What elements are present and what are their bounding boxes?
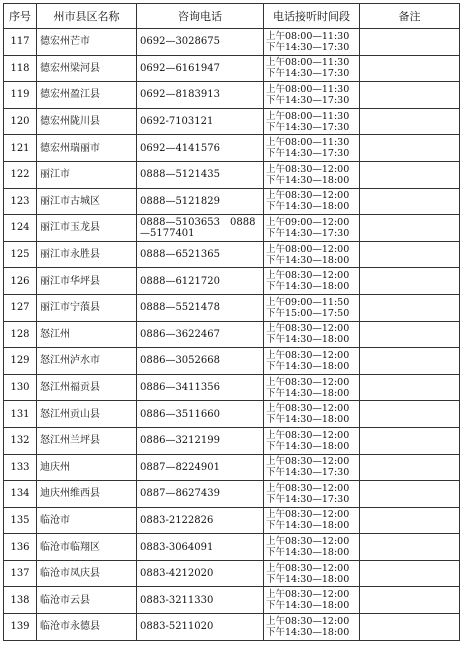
note-cell <box>360 534 460 561</box>
afternoon-hours: 下午14:30—18:00 <box>266 387 350 399</box>
area-name: 德宏州梁河县 <box>37 55 137 82</box>
phone-number: 0886—3622467 <box>137 321 264 348</box>
table-row <box>4 534 460 561</box>
table-row <box>4 587 460 614</box>
row-number: 124 <box>4 215 37 242</box>
afternoon-hours: 下午14:30—18:00 <box>266 626 350 638</box>
afternoon-hours: 下午14:30—17:30 <box>266 493 350 505</box>
area-name: 怒江州福贡县 <box>37 374 137 401</box>
table-row <box>4 348 460 375</box>
phone-number: 0887—8627439 <box>137 481 264 508</box>
afternoon-hours: 下午14:30—17:30 <box>266 94 350 106</box>
phone-number: 0883-5211020 <box>137 614 264 641</box>
note-cell <box>360 82 460 109</box>
table-row <box>4 188 460 215</box>
note-cell <box>360 29 460 56</box>
area-name: 丽江市玉龙县 <box>37 215 137 242</box>
afternoon-hours: 下午14:30—18:00 <box>266 600 350 612</box>
row-number: 136 <box>4 534 37 561</box>
phone-number: 0692—8183913 <box>137 82 264 109</box>
morning-hours: 上午08:30—12:00 <box>266 562 350 574</box>
row-number: 139 <box>4 614 37 641</box>
morning-hours: 上午08:30—12:00 <box>266 349 350 361</box>
hours-cell <box>264 241 360 268</box>
table-row <box>4 55 460 82</box>
row-number: 131 <box>4 401 37 428</box>
row-number: 126 <box>4 268 37 295</box>
phone-number: 0886—3212199 <box>137 427 264 454</box>
table-row <box>4 241 460 268</box>
table-row <box>4 135 460 162</box>
morning-hours: 上午08:30—12:00 <box>266 615 350 627</box>
phone-number: 0886—3411356 <box>137 374 264 401</box>
hours-cell <box>264 268 360 295</box>
row-number: 135 <box>4 507 37 534</box>
table-row <box>4 507 460 534</box>
hours-cell <box>264 614 360 641</box>
hours-cell <box>264 348 360 375</box>
phone-number: 0883-2122826 <box>137 507 264 534</box>
table-row <box>4 560 460 587</box>
area-name: 临沧市临翔区 <box>37 534 137 561</box>
afternoon-hours: 下午14:30—18:00 <box>266 440 350 452</box>
phone-number: 0888—5121829 <box>137 188 264 215</box>
note-cell <box>360 374 460 401</box>
area-name: 临沧市永德县 <box>37 614 137 641</box>
area-name: 德宏州盈江县 <box>37 82 137 109</box>
table-header <box>4 4 460 29</box>
hours-cell <box>264 161 360 188</box>
area-name: 德宏州瑞丽市 <box>37 135 137 162</box>
afternoon-hours: 下午14:30—17:30 <box>266 227 350 239</box>
morning-hours: 上午09:00—11:50 <box>266 296 350 308</box>
row-number: 132 <box>4 427 37 454</box>
hours-cell <box>264 427 360 454</box>
area-name: 丽江市 <box>37 161 137 188</box>
header-note: 备注 <box>360 4 460 29</box>
afternoon-hours: 下午14:30—18:00 <box>266 174 350 186</box>
hours-cell <box>264 215 360 242</box>
afternoon-hours: 下午14:30—18:00 <box>266 573 350 585</box>
row-number: 122 <box>4 161 37 188</box>
phone-number: 0883-3211330 <box>137 587 264 614</box>
table-row <box>4 294 460 321</box>
hotline-table <box>3 3 460 641</box>
area-name: 临沧市 <box>37 507 137 534</box>
note-cell <box>360 241 460 268</box>
row-number: 117 <box>4 29 37 56</box>
row-number: 121 <box>4 135 37 162</box>
table-row <box>4 321 460 348</box>
morning-hours: 上午08:30—12:00 <box>266 190 350 202</box>
afternoon-hours: 下午14:30—18:00 <box>266 254 350 266</box>
phone-number: 0692—3028675 <box>137 29 264 56</box>
area-name: 怒江州贡山县 <box>37 401 137 428</box>
note-cell <box>360 454 460 481</box>
row-number: 119 <box>4 82 37 109</box>
hours-cell <box>264 55 360 82</box>
table-row <box>4 427 460 454</box>
header-no: 序号 <box>4 4 37 29</box>
table-row <box>4 82 460 109</box>
afternoon-hours: 下午14:30—18:00 <box>266 201 350 213</box>
note-cell <box>360 188 460 215</box>
afternoon-hours: 下午14:30—17:30 <box>266 467 350 479</box>
table-row <box>4 454 460 481</box>
phone-number: 0886—3052668 <box>137 348 264 375</box>
table-row <box>4 374 460 401</box>
phone-number: 0883-3064091 <box>137 534 264 561</box>
phone-number: 0888—5521478 <box>137 294 264 321</box>
afternoon-hours: 下午14:30—18:00 <box>266 520 350 532</box>
note-cell <box>360 135 460 162</box>
hours-cell <box>264 135 360 162</box>
morning-hours: 上午08:30—12:00 <box>266 270 350 282</box>
area-name: 临沧市凤庆县 <box>37 560 137 587</box>
morning-hours: 上午08:00—11:30 <box>266 83 350 95</box>
morning-hours: 上午08:30—12:00 <box>266 323 350 335</box>
note-cell <box>360 481 460 508</box>
row-number: 130 <box>4 374 37 401</box>
phone-number: 0883-4212020 <box>137 560 264 587</box>
note-cell <box>360 427 460 454</box>
note-cell <box>360 55 460 82</box>
table-row <box>4 29 460 56</box>
hours-cell <box>264 29 360 56</box>
phone-number: 0692—4141576 <box>137 135 264 162</box>
note-cell <box>360 161 460 188</box>
row-number: 133 <box>4 454 37 481</box>
note-cell <box>360 108 460 135</box>
note-cell <box>360 560 460 587</box>
area-name: 丽江市华坪县 <box>37 268 137 295</box>
area-name: 德宏州陇川县 <box>37 108 137 135</box>
area-name: 迪庆州维西县 <box>37 481 137 508</box>
morning-hours: 上午08:30—12:00 <box>266 376 350 388</box>
afternoon-hours: 下午14:30—17:30 <box>266 41 350 53</box>
morning-hours: 上午08:00—11:30 <box>266 110 350 122</box>
table-row <box>4 268 460 295</box>
hours-cell <box>264 560 360 587</box>
hours-cell <box>264 374 360 401</box>
hours-cell <box>264 294 360 321</box>
area-name: 丽江市永胜县 <box>37 241 137 268</box>
afternoon-hours: 下午14:30—17:30 <box>266 148 350 160</box>
note-cell <box>360 348 460 375</box>
row-number: 118 <box>4 55 37 82</box>
note-cell <box>360 215 460 242</box>
phone-number: 0888—6121720 <box>137 268 264 295</box>
area-name: 迪庆州 <box>37 454 137 481</box>
hours-cell <box>264 188 360 215</box>
table-row <box>4 401 460 428</box>
hours-cell <box>264 587 360 614</box>
afternoon-hours: 下午15:00—17:50 <box>266 307 350 319</box>
row-number: 134 <box>4 481 37 508</box>
morning-hours: 上午08:00—12:00 <box>266 243 350 255</box>
area-name: 德宏州芒市 <box>37 29 137 56</box>
hours-cell <box>264 534 360 561</box>
phone-number: 0886—3511660 <box>137 401 264 428</box>
row-number: 127 <box>4 294 37 321</box>
phone-number: 0692—6161947 <box>137 55 264 82</box>
afternoon-hours: 下午14:30—18:00 <box>266 334 350 346</box>
area-name: 丽江市宁蒗县 <box>37 294 137 321</box>
morning-hours: 上午08:30—12:00 <box>266 509 350 521</box>
phone-number: 0888—6521365 <box>137 241 264 268</box>
morning-hours: 上午08:30—12:00 <box>266 163 350 175</box>
area-name: 丽江市古城区 <box>37 188 137 215</box>
table-body <box>4 29 460 641</box>
morning-hours: 上午08:30—12:00 <box>266 456 350 468</box>
area-name: 怒江州兰坪县 <box>37 427 137 454</box>
row-number: 138 <box>4 587 37 614</box>
afternoon-hours: 下午14:30—17:30 <box>266 68 350 80</box>
note-cell <box>360 321 460 348</box>
hours-cell <box>264 108 360 135</box>
row-number: 128 <box>4 321 37 348</box>
morning-hours: 上午08:00—11:30 <box>266 30 350 42</box>
hours-cell <box>264 454 360 481</box>
note-cell <box>360 401 460 428</box>
morning-hours: 上午08:30—12:00 <box>266 429 350 441</box>
table-row <box>4 215 460 242</box>
phone-number: 0692-7103121 <box>137 108 264 135</box>
area-name: 临沧市云县 <box>37 587 137 614</box>
table-row <box>4 614 460 641</box>
row-number: 125 <box>4 241 37 268</box>
area-name: 怒江州 <box>37 321 137 348</box>
header-hours: 电话接听时间段 <box>264 4 360 29</box>
morning-hours: 上午08:30—12:00 <box>266 589 350 601</box>
afternoon-hours: 下午14:30—18:00 <box>266 414 350 426</box>
morning-hours: 上午08:30—12:00 <box>266 482 350 494</box>
hours-cell <box>264 401 360 428</box>
header-phone: 咨询电话 <box>137 4 264 29</box>
area-name: 怒江州泸水市 <box>37 348 137 375</box>
morning-hours: 上午08:00—11:30 <box>266 57 350 69</box>
phone-number: 0888—5103653 0888—5177401 <box>137 215 264 242</box>
row-number: 137 <box>4 560 37 587</box>
hours-cell <box>264 481 360 508</box>
phone-number: 0888—5121435 <box>137 161 264 188</box>
afternoon-hours: 下午14:30—18:00 <box>266 360 350 372</box>
morning-hours: 上午08:00—11:30 <box>266 137 350 149</box>
hours-cell <box>264 507 360 534</box>
header-area: 州市县区名称 <box>37 4 137 29</box>
afternoon-hours: 下午14:30—18:00 <box>266 281 350 293</box>
afternoon-hours: 下午14:30—18:00 <box>266 547 350 559</box>
table-row <box>4 161 460 188</box>
afternoon-hours: 下午14:30—17:30 <box>266 121 350 133</box>
row-number: 123 <box>4 188 37 215</box>
note-cell <box>360 614 460 641</box>
row-number: 129 <box>4 348 37 375</box>
hours-cell <box>264 321 360 348</box>
note-cell <box>360 294 460 321</box>
note-cell <box>360 507 460 534</box>
morning-hours: 上午08:30—12:00 <box>266 536 350 548</box>
note-cell <box>360 587 460 614</box>
table-row <box>4 481 460 508</box>
phone-number: 0887—8224901 <box>137 454 264 481</box>
note-cell <box>360 268 460 295</box>
morning-hours: 上午09:00—12:00 <box>266 216 350 228</box>
header-row <box>4 4 460 29</box>
table-row <box>4 108 460 135</box>
morning-hours: 上午08:30—12:00 <box>266 403 350 415</box>
hours-cell <box>264 82 360 109</box>
row-number: 120 <box>4 108 37 135</box>
